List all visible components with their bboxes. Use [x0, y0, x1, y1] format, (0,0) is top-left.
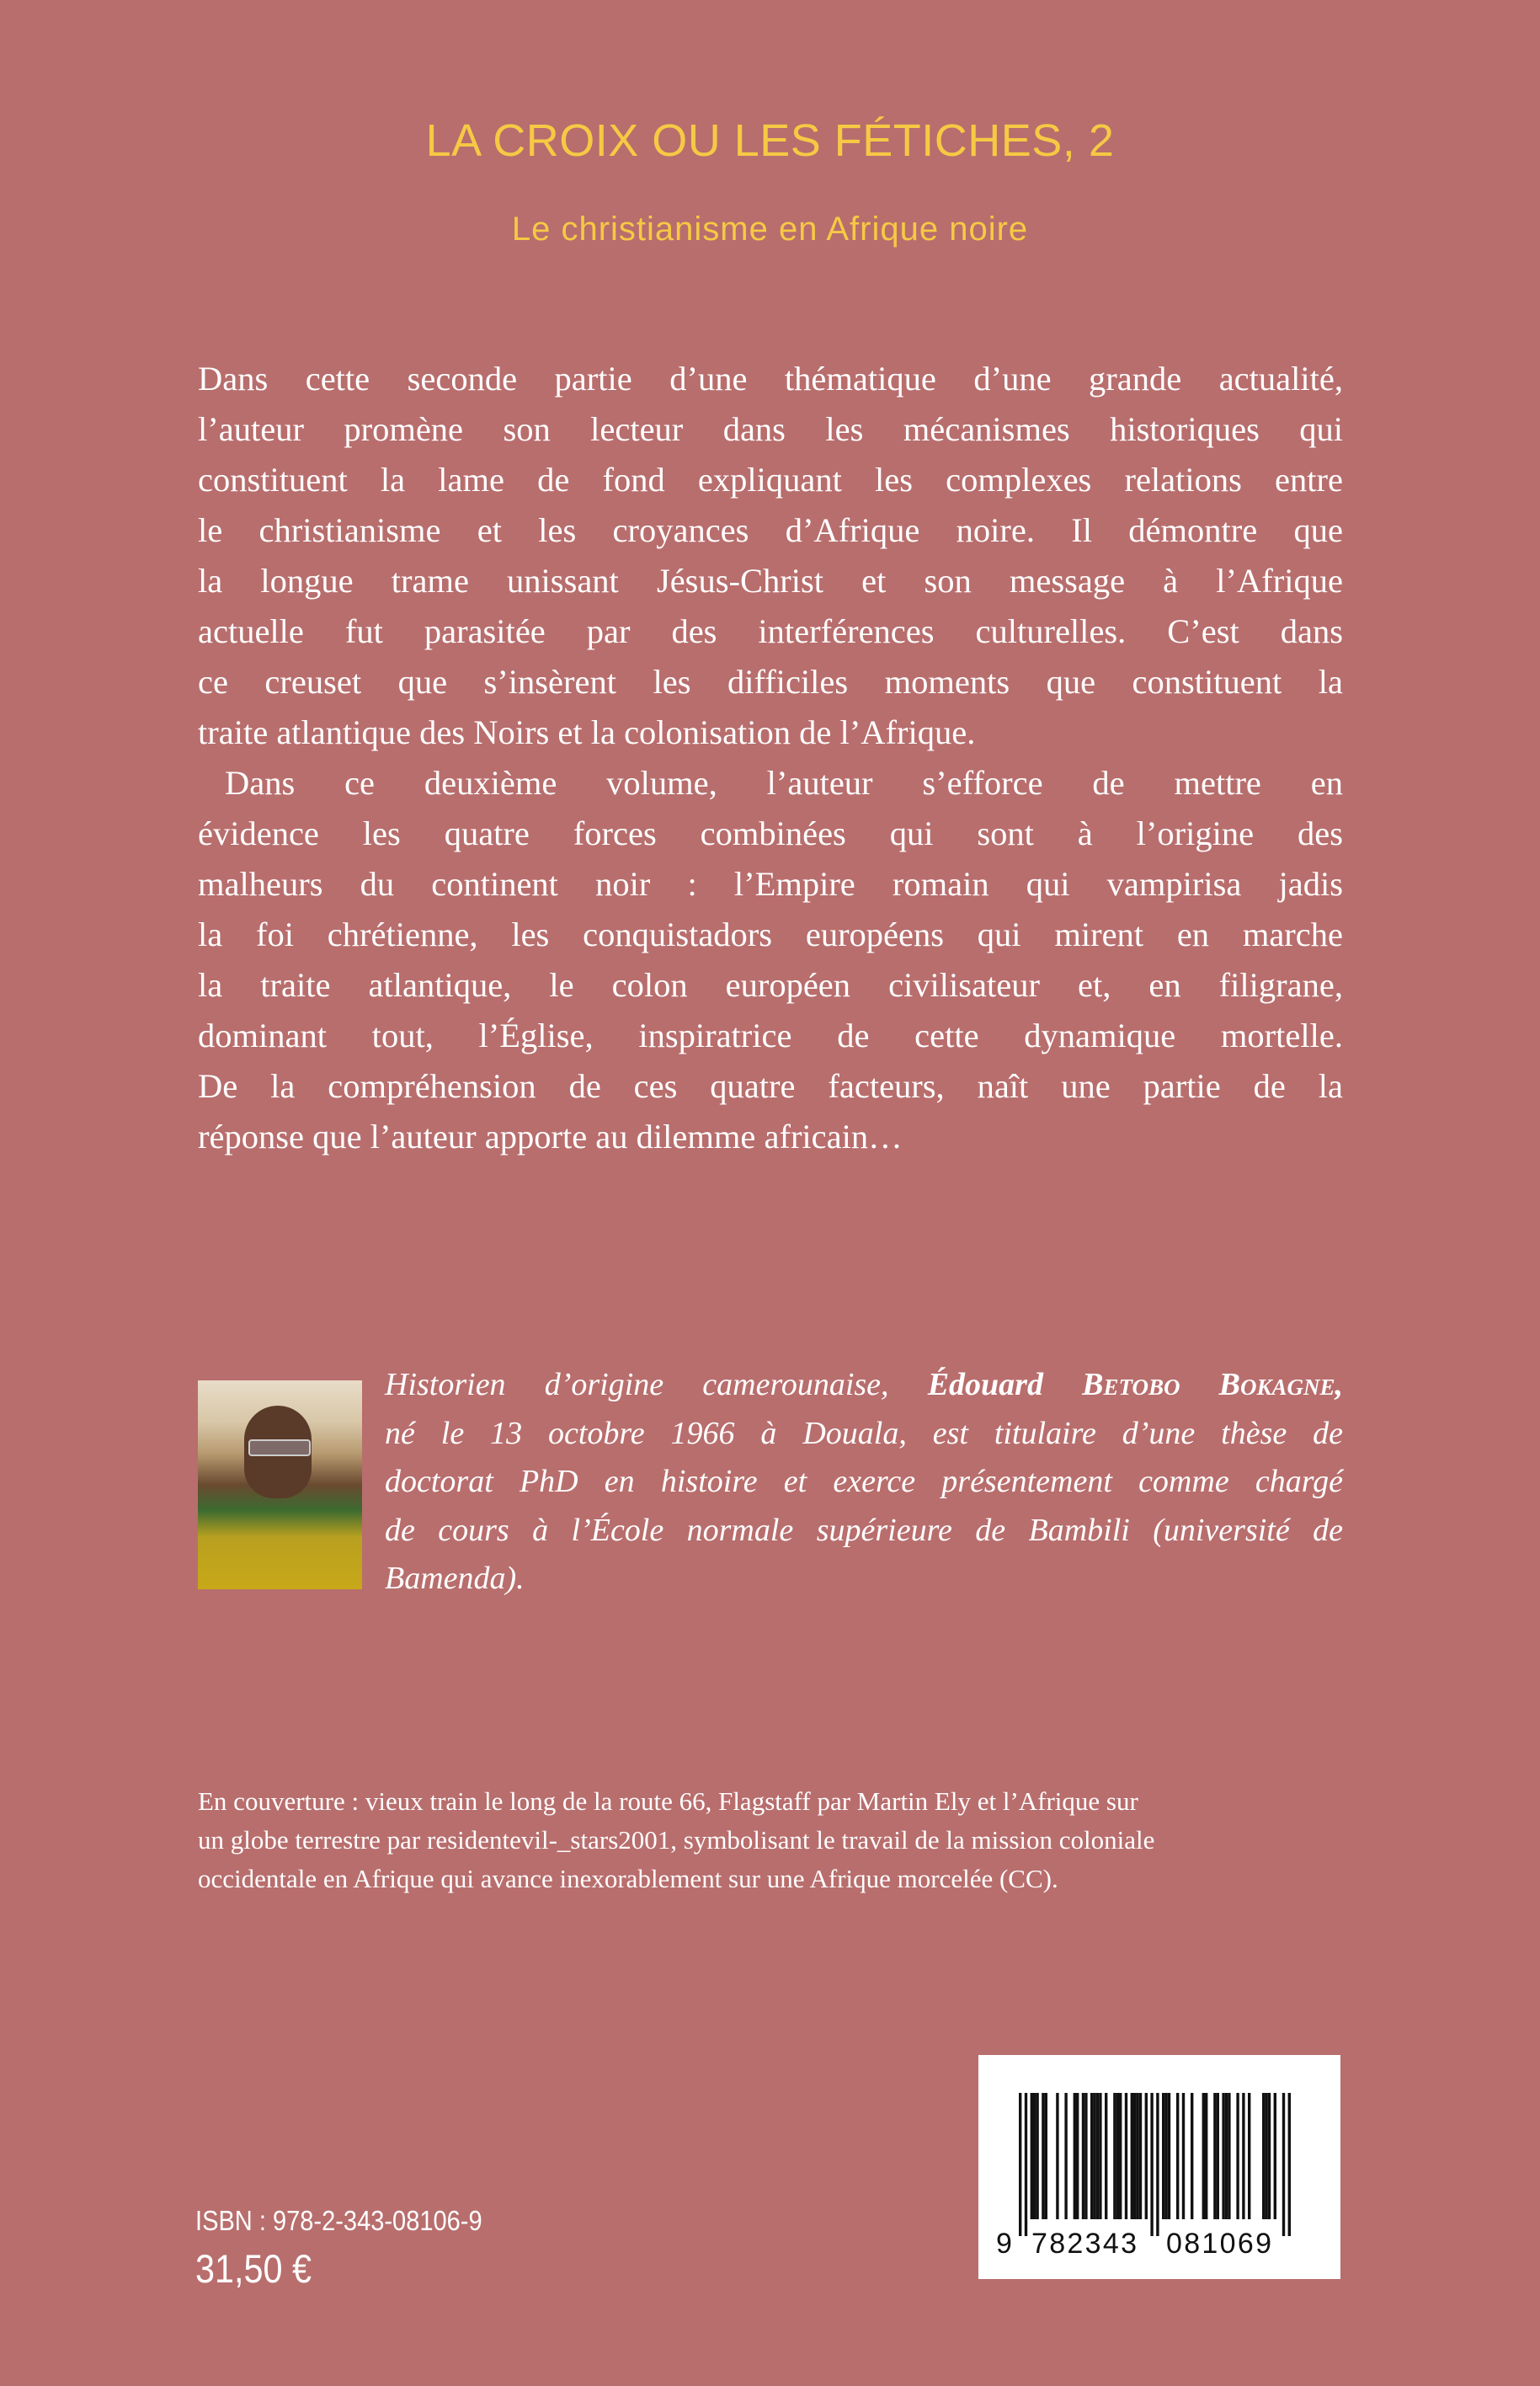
barcode-bar	[1202, 2093, 1205, 2219]
author-bio	[385, 1361, 1343, 1604]
barcode-bar	[1082, 2093, 1084, 2219]
blurb-line: l’auteur promène son lecteur dans les mécanismes historiques qui	[198, 410, 1343, 448]
barcode-bar	[1217, 2093, 1219, 2219]
barcode-bar	[1136, 2093, 1138, 2219]
barcode-bar	[1228, 2093, 1230, 2219]
author-glasses	[248, 1439, 311, 1456]
barcode-bar	[1213, 2093, 1216, 2219]
barcode-bar	[1025, 2093, 1027, 2236]
blurb-paragraph-2	[198, 758, 1343, 1162]
barcode-bar	[1099, 2093, 1101, 2219]
blurb-line: ce creuset que s’insèrent les difficiles moments que constituent la	[198, 663, 1343, 701]
credits-line: un globe terrestre par residentevil-_stars2001, symbolisant le travail de la mission coloniale	[198, 1825, 1155, 1855]
bio-line: de cours à l’École normale supérieure de Bambili (université de	[385, 1512, 1343, 1548]
blurb-paragraph-1	[198, 354, 1343, 758]
credits-line: occidentale en Afrique qui avance inexorablement sur une Afrique morcelée (CC).	[198, 1864, 1058, 1893]
barcode-bar	[1282, 2093, 1285, 2236]
barcode-bar	[1036, 2093, 1038, 2219]
barcode-bar	[1131, 2093, 1133, 2219]
barcode-bar	[1064, 2093, 1067, 2219]
barcode-bar	[1096, 2093, 1099, 2219]
barcode-digit-first: 9	[996, 2228, 1012, 2260]
book-title: LA CROIX OU LES FÉTICHES, 2	[425, 115, 1115, 166]
barcode-bar	[1162, 2093, 1164, 2219]
barcode-bar	[1168, 2093, 1170, 2219]
bio-line: Bamenda).	[385, 1561, 525, 1596]
blurb-line: le christianisme et les croyances d’Afrique noire. Il démontre que	[198, 511, 1343, 549]
barcode-bar	[1150, 2093, 1153, 2236]
barcode-bar	[1033, 2093, 1036, 2219]
author-first-name: Édouard	[927, 1367, 1043, 1402]
barcode-bar	[1288, 2093, 1291, 2236]
barcode-bar	[1139, 2093, 1142, 2219]
barcode	[978, 2055, 1340, 2279]
barcode-bar	[1133, 2093, 1136, 2219]
barcode-bar	[1222, 2093, 1224, 2219]
blurb-line: la foi chrétienne, les conquistadors européens qui mirent en marche	[198, 915, 1343, 953]
barcode-bar	[1265, 2093, 1267, 2219]
bio-line: né le 13 octobre 1966 à Douala, est titulaire d’une thèse de	[385, 1415, 1343, 1451]
blurb-line: Dans ce deuxième volume, l’auteur s’efforce de mettre en	[225, 764, 1343, 802]
price: 31,50 €	[195, 2246, 312, 2291]
blurb-line: constituent la lame de fond expliquant les complexes relations entre	[198, 461, 1343, 499]
barcode-bar	[1156, 2093, 1159, 2236]
barcode-bar	[1242, 2093, 1244, 2219]
barcode-bar	[1262, 2093, 1265, 2219]
blurb-line: réponse que l’auteur apporte au dilemme africain…	[198, 1118, 903, 1156]
blurb-line: De la compréhension de ces quatre facteurs, naît une partie de la	[198, 1067, 1343, 1105]
barcode-bar	[1176, 2093, 1179, 2219]
barcode-bars	[989, 2093, 1330, 2270]
cover-credits	[198, 1782, 1343, 1898]
barcode-digits-right: 081069	[1166, 2228, 1271, 2260]
barcode-bar	[1164, 2093, 1167, 2219]
barcode-bar	[1116, 2093, 1119, 2219]
barcode-bar	[1236, 2093, 1239, 2219]
barcode-bar	[1074, 2093, 1076, 2219]
blurb-line: traite atlantique des Noirs et la colonisation de l’Afrique.	[198, 713, 976, 751]
blurb	[198, 354, 1343, 1162]
barcode-bar	[1191, 2093, 1193, 2219]
author-last-name: Betobo Bokagne,	[1082, 1367, 1344, 1402]
blurb-line: dominant tout, l’Église, inspiratrice de cette dynamique mortelle.	[198, 1017, 1343, 1054]
barcode-bar	[1093, 2093, 1095, 2219]
blurb-line: Dans cette seconde partie d’une thématique d’une grande actualité,	[198, 360, 1343, 398]
barcode-bar	[1145, 2093, 1148, 2219]
barcode-bar	[1090, 2093, 1093, 2219]
blurb-line: évidence les quatre forces combinées qui sont à l’origine des	[198, 814, 1343, 852]
barcode-bar	[1182, 2093, 1185, 2219]
barcode-bar	[1113, 2093, 1116, 2219]
barcode-bar	[1042, 2093, 1044, 2219]
blurb-line: la longue trame unissant Jésus-Christ et son message à l’Afrique	[198, 562, 1343, 600]
barcode-bar	[1119, 2093, 1122, 2219]
bio-line	[385, 1361, 1343, 1410]
barcode-bar	[1105, 2093, 1107, 2219]
barcode-bar	[1031, 2093, 1033, 2219]
barcode-bar	[1225, 2093, 1228, 2219]
barcode-bar	[1205, 2093, 1207, 2219]
isbn: ISBN : 978-2-343-08106-9	[195, 2205, 482, 2236]
blurb-line: malheurs du continent noir : l’Empire romain qui vampirisa jadis	[198, 865, 1343, 903]
barcode-bar	[1056, 2093, 1058, 2219]
book-subtitle: Le christianisme en Afrique noire	[511, 211, 1029, 248]
author-photo	[198, 1380, 362, 1589]
blurb-line: actuelle fut parasitée par des interférences culturelles. C’est dans	[198, 612, 1343, 650]
barcode-bar	[1125, 2093, 1127, 2219]
barcode-bar	[1268, 2093, 1271, 2219]
barcode-bar	[1019, 2093, 1021, 2236]
barcode-bar	[1084, 2093, 1087, 2219]
barcode-bar	[1045, 2093, 1047, 2219]
credits-line: En couverture : vieux train le long de la route 66, Flagstaff par Martin Ely et l’Afrique sur	[198, 1786, 1138, 1816]
bio-intro: Historien d’origine camerounaise,	[385, 1367, 928, 1402]
barcode-bar	[1274, 2093, 1276, 2219]
barcode-digits-left: 782343	[1031, 2228, 1137, 2260]
barcode-bar	[1248, 2093, 1250, 2219]
barcode-bar	[1076, 2093, 1079, 2219]
blurb-line: la traite atlantique, le colon européen civilisateur et, en filigrane,	[198, 966, 1343, 1004]
bio-line: doctorat PhD en histoire et exerce présentement comme chargé	[385, 1464, 1343, 1499]
